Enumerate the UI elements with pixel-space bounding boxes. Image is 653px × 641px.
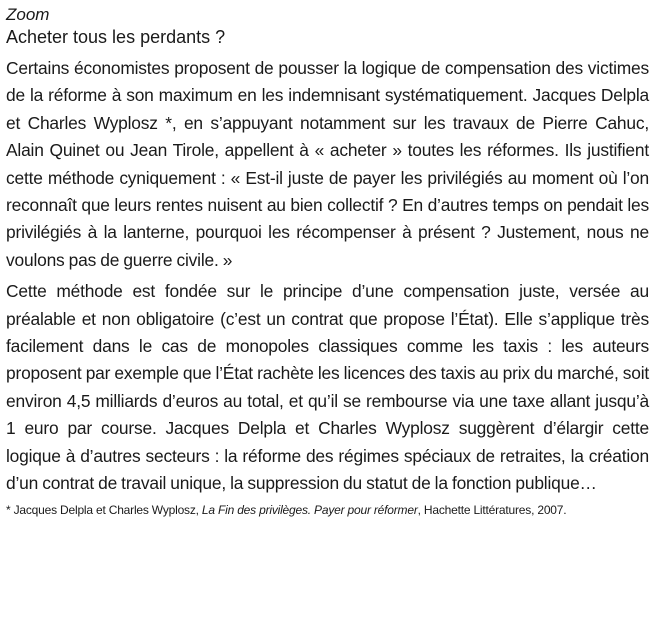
article-title: Acheter tous les perdants ? — [6, 27, 226, 47]
footnote-prefix: * Jacques Delpla et Charles Wyplosz, — [6, 502, 202, 517]
document-page — [6, 4, 649, 518]
footnote-book-title: La Fin des privilèges. Payer pour réformer — [201, 502, 418, 517]
footnote-suffix: , Hachette Littératures, 2007. — [417, 502, 567, 517]
paragraph-1: Certains économistes proposent de pousser la logique de compensation des victimes de la réforme à son maximum en les indemnisant systématiquement. Jacques Delpla et Charles Wyplosz *, en s’appuyant notamment sur les travaux de Pierre Cahuc, Alain Quinet ou Jean Tirole, appellent à « acheter » toutes les réformes. Ils justifient cette méthode cyniquement : « Est-il juste de payer les privilégiés au moment où l’on reconnaît que leurs rentes nuisent au bien collectif ? En d’autres temps on pendait les privilégiés à la lanterne, pourquoi les récompenser à présent ? Justement, nous ne voulons pas de guerre civile. » — [6, 58, 649, 270]
paragraph-2: Cette méthode est fondée sur le principe d’une compensation juste, versée au préalable et non obligatoire (c’est un contrat que propose l’État). Elle s’applique très facilement dans le cas de monopoles classiques comme les taxis : les auteurs proposent par exemple que l’État rachète les licences des taxis au prix du marché, soit environ 4,5 milliards d’euros au total, et qu’il se rembourse via une taxe allant jusqu’à 1 euro par course. Jacques Delpla et Charles Wyplosz suggèrent d’élargir cette logique à d’autres secteurs : la réforme des régimes spéciaux de retraites, la création d’un contrat de travail unique, la suppression du statut de la fonction publique… — [6, 281, 649, 494]
footnote — [6, 502, 649, 518]
section-kicker: Zoom — [6, 5, 50, 24]
